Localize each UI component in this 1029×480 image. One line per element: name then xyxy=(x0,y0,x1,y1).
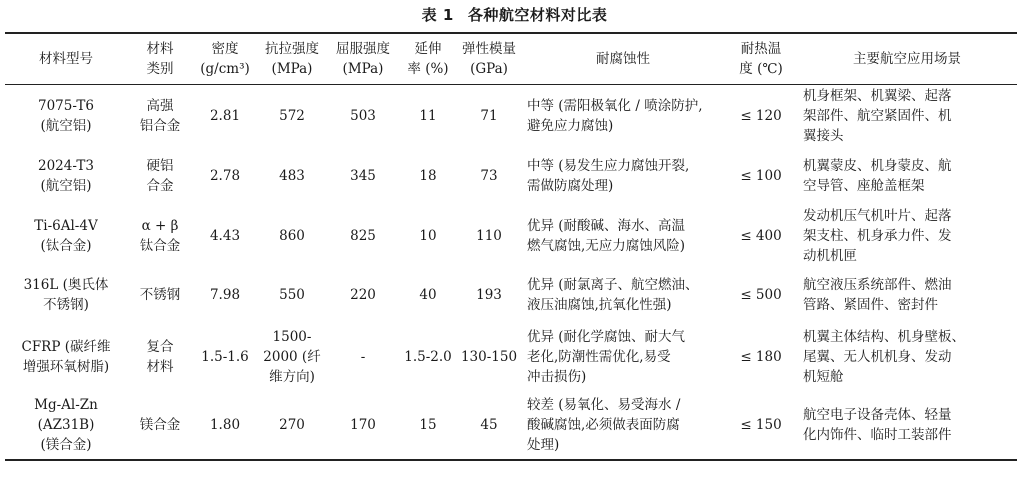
cell-heat-text: ≤ 500 xyxy=(740,287,782,303)
cell-model-text: 316L (奥氏体 不锈钢) xyxy=(23,277,109,313)
cell-category xyxy=(127,147,193,205)
cell-elongation-text: 18 xyxy=(419,168,437,184)
cell-density xyxy=(193,205,257,267)
cell-corrosion xyxy=(521,147,725,205)
cell-modulus-text: 193 xyxy=(476,287,502,303)
table-body xyxy=(5,85,1017,461)
cell-heat-text: ≤ 120 xyxy=(740,108,782,124)
cell-application xyxy=(797,391,1017,460)
table-header xyxy=(5,33,1017,85)
cell-heat-text: ≤ 150 xyxy=(740,417,782,433)
cell-application xyxy=(797,267,1017,323)
cell-model-text: Ti-6Al-4V (钛合金) xyxy=(34,218,98,254)
cell-corrosion xyxy=(521,267,725,323)
table-row xyxy=(5,323,1017,391)
table-number: 表 1 xyxy=(421,6,454,24)
cell-heat-text: ≤ 100 xyxy=(740,168,782,184)
cell-modulus xyxy=(457,205,521,267)
cell-heat-text: ≤ 180 xyxy=(740,349,782,365)
cell-elongation xyxy=(399,85,457,148)
cell-modulus-text: 130-150 xyxy=(460,349,518,365)
header-tensile xyxy=(257,33,327,85)
table-row xyxy=(5,391,1017,460)
cell-model-text: CFRP (碳纤维 增强环氧树脂) xyxy=(21,339,111,375)
header-heat xyxy=(725,33,797,85)
cell-model-text: 7075-T6 (航空铝) xyxy=(37,98,95,134)
header-modulus-text: 弹性模量 (GPa) xyxy=(462,41,516,77)
cell-application-text: 机翼蒙皮、机身蒙皮、航 空导管、座舱盖框架 xyxy=(803,158,952,194)
cell-elongation-text: 15 xyxy=(419,417,437,433)
cell-yield xyxy=(327,85,399,148)
cell-elongation xyxy=(399,267,457,323)
header-category xyxy=(127,33,193,85)
cell-yield-text: 503 xyxy=(350,108,376,124)
cell-corrosion-text: 较差 (易氧化、易受海水 / 酸碱腐蚀,必须做表面防腐 处理) xyxy=(527,397,681,453)
cell-application xyxy=(797,147,1017,205)
cell-category xyxy=(127,267,193,323)
cell-category xyxy=(127,323,193,391)
cell-yield xyxy=(327,205,399,267)
cell-yield xyxy=(327,147,399,205)
cell-modulus xyxy=(457,391,521,460)
cell-tensile xyxy=(257,391,327,460)
cell-tensile-text: 572 xyxy=(279,108,305,124)
cell-tensile xyxy=(257,323,327,391)
cell-yield-text: - xyxy=(360,349,366,365)
cell-density xyxy=(193,147,257,205)
cell-application xyxy=(797,205,1017,267)
cell-density-text: 7.98 xyxy=(209,287,241,303)
cell-corrosion xyxy=(521,323,725,391)
cell-model-text: 2024-T3 (航空铝) xyxy=(37,158,95,194)
cell-heat xyxy=(725,205,797,267)
cell-modulus-text: 73 xyxy=(480,168,498,184)
cell-corrosion xyxy=(521,85,725,148)
cell-corrosion-text: 中等 (易发生应力腐蚀开裂, 需做防腐处理) xyxy=(527,158,690,194)
cell-tensile xyxy=(257,267,327,323)
cell-model xyxy=(5,205,127,267)
cell-category-text: 复合 材料 xyxy=(146,339,174,375)
table-row xyxy=(5,85,1017,148)
header-row xyxy=(5,33,1017,85)
cell-corrosion xyxy=(521,205,725,267)
cell-category-text: 不锈钢 xyxy=(139,287,181,303)
cell-modulus-text: 110 xyxy=(476,228,502,244)
cell-application-text: 航空电子设备壳体、轻量 化内饰件、临时工装部件 xyxy=(803,407,952,443)
cell-tensile-text: 270 xyxy=(279,417,305,433)
cell-modulus xyxy=(457,323,521,391)
cell-elongation xyxy=(399,147,457,205)
header-application-text: 主要航空应用场景 xyxy=(853,51,961,67)
header-density xyxy=(193,33,257,85)
cell-category xyxy=(127,205,193,267)
cell-corrosion-text: 优异 (耐酸碱、海水、高温 燃气腐蚀,无应力腐蚀风险) xyxy=(527,218,686,254)
cell-density-text: 4.43 xyxy=(209,228,241,244)
cell-heat xyxy=(725,147,797,205)
cell-application-text: 发动机压气机叶片、起落 架支柱、机身承力件、发 动机机匣 xyxy=(803,208,952,264)
header-yield-text: 屈服强度 (MPa) xyxy=(336,41,390,77)
header-modulus xyxy=(457,33,521,85)
cell-model xyxy=(5,391,127,460)
cell-application-text: 机身框架、机翼梁、起落 架部件、航空紧固件、机 翼接头 xyxy=(803,88,952,144)
cell-model-text: Mg-Al-Zn (AZ31B) (镁合金) xyxy=(34,397,98,453)
cell-elongation xyxy=(399,323,457,391)
cell-tensile-text: 860 xyxy=(279,228,305,244)
cell-corrosion-text: 优异 (耐氯离子、航空燃油、 液压油腐蚀,抗氧化性强) xyxy=(527,277,699,313)
materials-comparison-table xyxy=(5,32,1017,461)
cell-application xyxy=(797,323,1017,391)
cell-corrosion-text: 中等 (需阳极氧化 / 喷涂防护, 避免应力腐蚀) xyxy=(527,98,703,134)
cell-density xyxy=(193,85,257,148)
cell-category xyxy=(127,391,193,460)
table-row xyxy=(5,147,1017,205)
cell-category-text: 硬铝 合金 xyxy=(146,158,174,194)
cell-elongation-text: 1.5-2.0 xyxy=(404,349,452,365)
header-elongation xyxy=(399,33,457,85)
cell-model xyxy=(5,147,127,205)
table-title: 各种航空材料对比表 xyxy=(467,6,608,24)
cell-density-text: 1.80 xyxy=(209,417,241,433)
cell-density-text: 2.78 xyxy=(209,168,241,184)
cell-elongation xyxy=(399,391,457,460)
header-application xyxy=(797,33,1017,85)
header-density-text: 密度 (g/cm³) xyxy=(200,41,250,77)
cell-corrosion-text: 优异 (耐化学腐蚀、耐大气 老化,防潮性需优化,易受 冲击损伤) xyxy=(527,329,686,385)
header-yield xyxy=(327,33,399,85)
cell-modulus xyxy=(457,85,521,148)
cell-yield xyxy=(327,267,399,323)
header-heat-text: 耐热温 度 (℃) xyxy=(739,41,783,77)
cell-application-text: 机翼主体结构、机身壁板、 尾翼、无人机机身、发动 机短舱 xyxy=(803,329,965,385)
table-row xyxy=(5,267,1017,323)
cell-application-text: 航空液压系统部件、燃油 管路、紧固件、密封件 xyxy=(803,277,952,313)
cell-model xyxy=(5,267,127,323)
cell-elongation-text: 10 xyxy=(419,228,437,244)
cell-application xyxy=(797,85,1017,148)
cell-heat xyxy=(725,323,797,391)
cell-elongation-text: 40 xyxy=(419,287,437,303)
cell-modulus xyxy=(457,267,521,323)
table-row xyxy=(5,205,1017,267)
header-tensile-text: 抗拉强度 (MPa) xyxy=(265,41,319,77)
cell-yield xyxy=(327,323,399,391)
cell-elongation xyxy=(399,205,457,267)
cell-modulus xyxy=(457,147,521,205)
cell-tensile xyxy=(257,205,327,267)
cell-category-text: 镁合金 xyxy=(139,417,181,433)
cell-tensile-text: 483 xyxy=(279,168,305,184)
cell-density-text: 2.81 xyxy=(209,108,241,124)
cell-heat xyxy=(725,85,797,148)
cell-yield xyxy=(327,391,399,460)
cell-density xyxy=(193,323,257,391)
header-model xyxy=(5,33,127,85)
header-category-text: 材料 类别 xyxy=(146,41,174,77)
cell-tensile-text: 1500- 2000 (纤 维方向) xyxy=(263,329,321,385)
cell-density xyxy=(193,391,257,460)
cell-yield-text: 825 xyxy=(350,228,376,244)
cell-density-text: 1.5-1.6 xyxy=(201,349,249,365)
cell-model xyxy=(5,85,127,148)
cell-modulus-text: 71 xyxy=(480,108,498,124)
cell-category-text: 高强 铝合金 xyxy=(139,98,181,134)
header-corrosion xyxy=(521,33,725,85)
cell-elongation-text: 11 xyxy=(419,108,437,124)
cell-yield-text: 220 xyxy=(350,287,376,303)
cell-corrosion xyxy=(521,391,725,460)
cell-density xyxy=(193,267,257,323)
table-caption xyxy=(0,4,1029,25)
cell-tensile xyxy=(257,147,327,205)
cell-heat xyxy=(725,267,797,323)
cell-model xyxy=(5,323,127,391)
cell-heat-text: ≤ 400 xyxy=(740,228,782,244)
cell-category xyxy=(127,85,193,148)
cell-tensile-text: 550 xyxy=(279,287,305,303)
cell-modulus-text: 45 xyxy=(480,417,498,433)
header-model-text: 材料型号 xyxy=(39,51,93,67)
cell-category-text: α + β 钛合金 xyxy=(139,218,181,254)
header-corrosion-text: 耐腐蚀性 xyxy=(596,51,650,67)
cell-heat xyxy=(725,391,797,460)
header-elongation-text: 延伸 率 (%) xyxy=(407,41,449,77)
cell-yield-text: 345 xyxy=(350,168,376,184)
cell-yield-text: 170 xyxy=(350,417,376,433)
cell-tensile xyxy=(257,85,327,148)
